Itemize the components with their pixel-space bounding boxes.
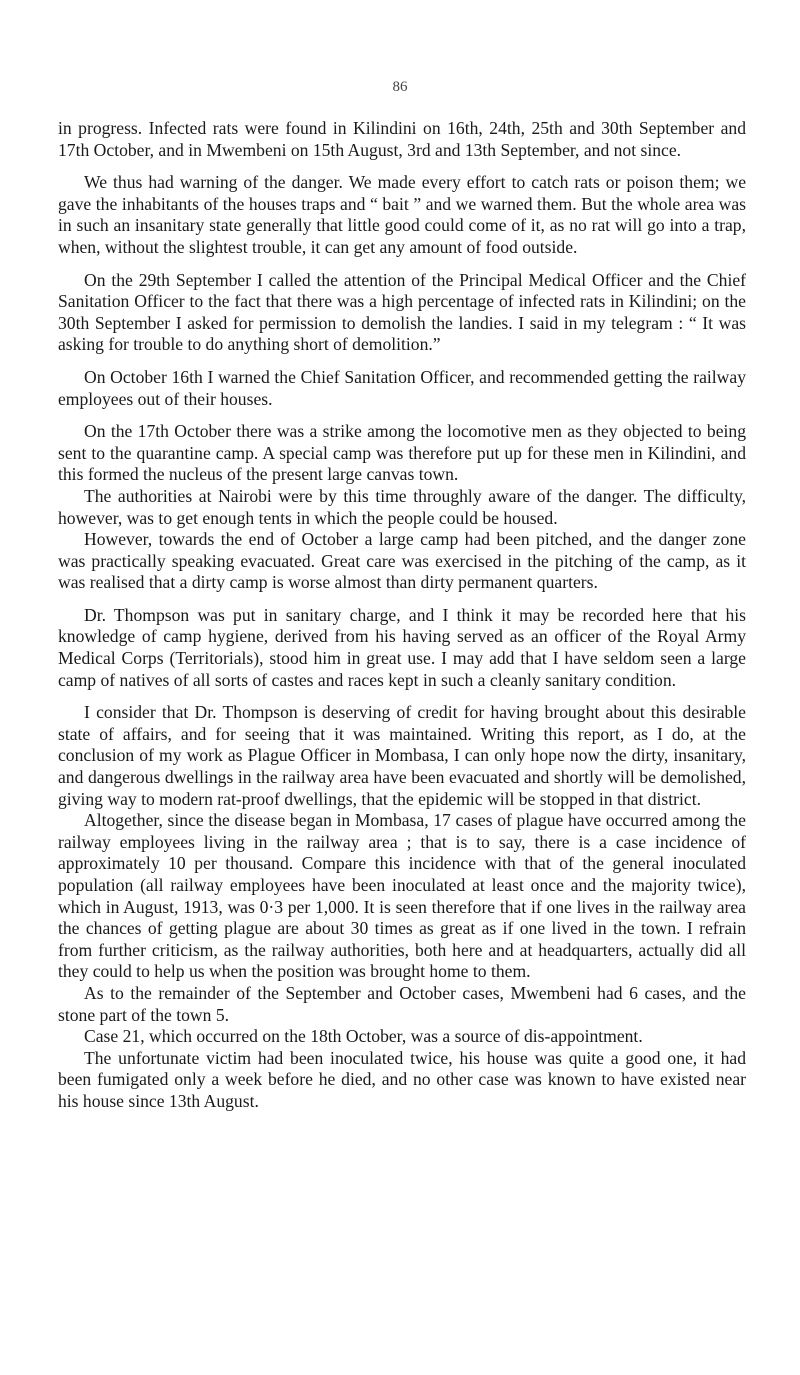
paragraph: On October 16th I warned the Chief Sanitation Officer, and recommended getting the railway employees out of their houses. [58,366,746,409]
paragraph: As to the remainder of the September and October cases, Mwembeni had 6 cases, and the stone part of the town 5. [58,982,746,1025]
paragraph: On the 17th October there was a strike among the locomotive men as they objected to being sent to the quarantine camp. A special camp was therefore put up for these men in Kilindini, and this formed the nucleus of the present large canvas town. [58,421,746,485]
paragraph: On the 29th September I called the attention of the Principal Medical Officer and the Chief Sanitation Officer to the fact that there was a high percentage of infected rats in Kilindini; on the 30th September I asked for permission to demolish the landies. I said in my telegram : “ It was asking for trouble to do anything short of demolition.” [58,269,746,355]
paragraph: I consider that Dr. Thompson is deserving of credit for having brought about this desirable state of affairs, and for seeing that it was maintained. Writing this report, as I do, at the conclusion of my work as Plague Officer in Mombasa, I can only hope now the dirty, insanitary, and dangerous dwellings in the railway area have been evacuated and shortly will be demolished, giving way to modern rat-proof dwellings, that the epidemic will be stopped in that district. [58,702,746,809]
body-text [58,118,746,1113]
paragraph: Altogether, since the disease began in Mombasa, 17 cases of plague have occurred among the railway employees living in the railway area ; that is to say, there is a case incidence of approximately 10 per thousand. Compare this incidence with that of the general inoculated population (all railway employees have been inoculated at least once and the majority twice), which in August, 1913, was 0·3 per 1,000. It is seen therefore that if one lives in the railway area the chances of getting plague are about 30 times as great as if one lived in the town. I refrain from further criticism, as the railway authorities, both here and at headquarters, actually did all they could to help us when the position was brought home to them. [58,810,746,982]
paragraph: The authorities at Nairobi were by this time throughly aware of the danger. The difficulty, however, was to get enough tents in which the people could be housed. [58,485,746,528]
paragraph: Case 21, which occurred on the 18th October, was a source of dis-appointment. [84,1026,643,1047]
paragraph: We thus had warning of the danger. We made every effort to catch rats or poison them; we gave the inhabitants of the houses traps and “ bait ” and we warned them. But the whole area was in such an insanitary state generally that little good could come of it, as no rat will go into a trap, when, without the slightest trouble, it can get any amount of food outside. [58,172,746,257]
paragraph: Dr. Thompson was put in sanitary charge, and I think it may be recorded here that his knowledge of camp hygiene, derived from his having served as an officer of the Royal Army Medical Corps (Territorials), stood him in great use. I may add that I have seldom seen a large camp of natives of all sorts of castes and races kept in such a cleanly sanitary condition. [58,604,746,690]
page-number: 86 [392,79,408,95]
paragraph: The unfortunate victim had been inoculated twice, his house was quite a good one, it had been fumigated only a week before he died, and no other case was known to have existed near his house since 13th August. [58,1047,746,1111]
paragraph: in progress. Infected rats were found in Kilindini on 16th, 24th, 25th and 30th September and 17th October, and in Mwembeni on 15th August, 3rd and 13th September, and not since. [58,118,746,160]
paragraph: However, towards the end of October a large camp had been pitched, and the danger zone was practically speaking evacuated. Great care was exercised in the pitching of the camp, as it was realised that a dirty camp is worse almost than dirty permanent quarters. [58,529,746,593]
